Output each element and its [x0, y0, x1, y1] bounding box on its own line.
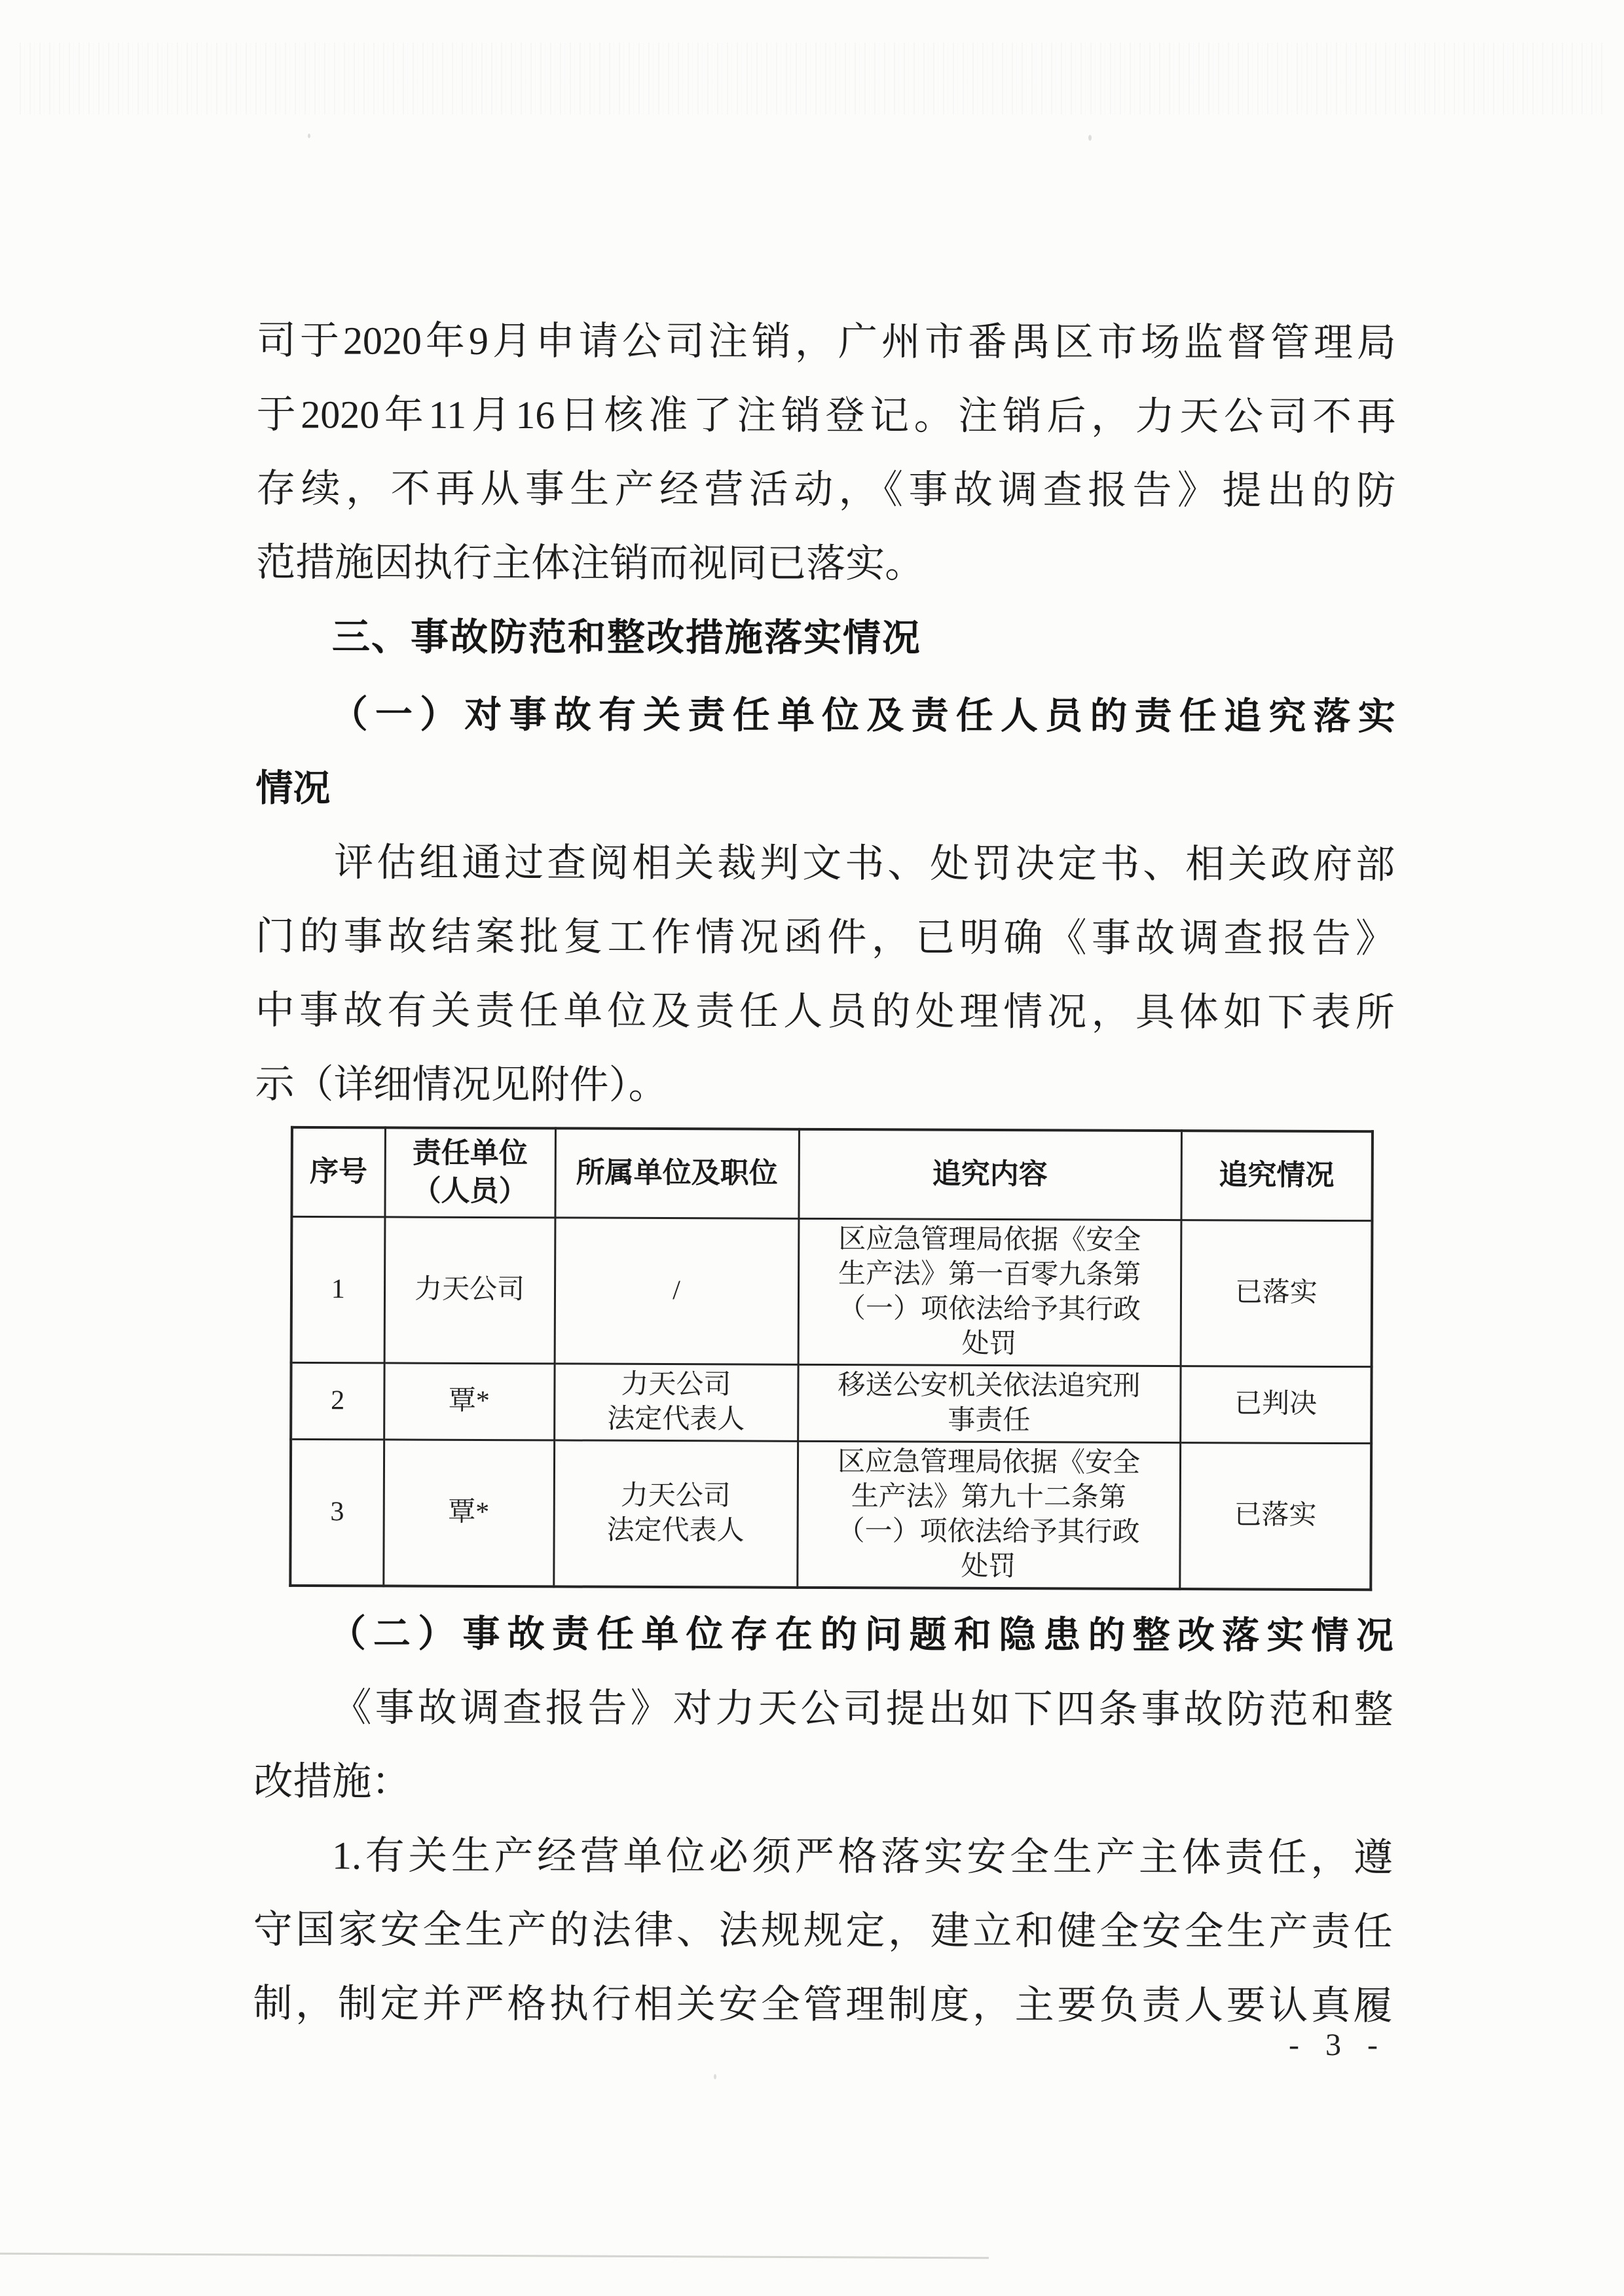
paragraph-evaluation-intro	[255, 826, 1395, 1124]
text-line: 范措施因执行主体注销而视同已落实。	[256, 541, 925, 586]
paragraph-measure-1	[253, 1819, 1393, 2043]
table-row	[291, 1216, 1373, 1366]
table-cell: 1	[291, 1216, 385, 1363]
paper-edge-shadow	[0, 2253, 989, 2259]
table-header-row	[291, 1127, 1373, 1220]
table-cell: 区应急管理局依据《安全 生产法》第一百零九条第 （一）项依法给予其行政 处罚	[798, 1218, 1181, 1366]
text-line: 1.有关生产经营单位必须严格落实安全生产主体责任，遵	[331, 1833, 1393, 1880]
table-cell: 移送公安机关依法追究刑 事责任	[798, 1364, 1180, 1442]
table-cell: 已判决	[1180, 1366, 1371, 1443]
subsection-heading-1	[255, 678, 1395, 828]
text-line: 情况	[255, 768, 331, 810]
table-cell: 覃*	[384, 1362, 554, 1440]
table-cell: 力天公司	[384, 1216, 555, 1363]
text-line: 改措施：	[253, 1759, 411, 1804]
scan-speck	[714, 2074, 716, 2079]
scan-noise-band	[20, 43, 1604, 115]
table-cell: 力天公司 法定代表人	[554, 1363, 798, 1440]
table-cell: 已落实	[1179, 1442, 1371, 1590]
text-line: 门的事故结案批复工作情况函件，已明确《事故调查报告》	[255, 915, 1395, 960]
scan-speck	[1088, 135, 1092, 141]
paragraph-measures-intro	[253, 1671, 1393, 1821]
document-body	[253, 304, 1396, 2043]
table-cell: 区应急管理局依据《安全 生产法》第九十二条第 （一）项依法给予其行政 处罚	[797, 1441, 1180, 1589]
text-line: 中事故有关责任单位及责任人员的处理情况，具体如下表所	[255, 989, 1395, 1034]
text-line: 评估组通过查阅相关裁判文书、处罚决定书、相关政府部	[334, 841, 1395, 886]
text-line: 司于2020年9月申请公司注销，广州市番禺区市场监督管理局	[256, 319, 1396, 365]
table-cell: 2	[291, 1362, 384, 1440]
table-header-cell: 所属单位及职位	[555, 1128, 799, 1218]
paragraph-continued-from-previous-page	[256, 304, 1396, 602]
page-number: - 3 -	[1289, 2028, 1387, 2062]
text-line: 守国家安全生产的法律、法规规定，建立和健全安全生产责任	[253, 1907, 1393, 1954]
table-header-cell: 责任单位 （人员）	[384, 1127, 555, 1217]
table-header-cell: 追究情况	[1181, 1131, 1373, 1220]
table-header-cell: 追究内容	[798, 1129, 1181, 1220]
table-row	[291, 1362, 1371, 1443]
accountability-table	[289, 1126, 1374, 1591]
table-cell: 3	[290, 1439, 384, 1586]
table-cell: 覃*	[383, 1439, 554, 1586]
text-line: （二）事故责任单位存在的问题和隐患的整改落实情况	[328, 1613, 1393, 1657]
table-header-cell: 序号	[291, 1127, 385, 1217]
text-line: （一）对事故有关责任单位及责任人员的责任追究落实	[330, 694, 1395, 738]
table-header	[291, 1127, 1373, 1220]
text-line: 于2020年11月16日核准了注销登记。注销后，力天公司不再	[256, 393, 1396, 439]
text-line: 《事故调查报告》对力天公司提出如下四条事故防范和整	[332, 1685, 1393, 1732]
section-heading-3: 三、事故防范和整改措施落实情况	[331, 615, 922, 660]
table-cell: 力天公司 法定代表人	[553, 1440, 798, 1587]
table-cell: /	[555, 1217, 799, 1364]
table-body	[290, 1216, 1372, 1590]
table-row	[290, 1439, 1371, 1590]
text-line: 示（详细情况见附件）。	[255, 1063, 668, 1107]
text-line: 存续，不再从事生产经营活动，《事故调查报告》提出的防	[256, 467, 1396, 513]
text-line: 制，制定并严格执行相关安全管理制度，主要负责人要认真履	[253, 1981, 1393, 2028]
table-cell: 已落实	[1181, 1220, 1373, 1366]
subsection-heading-2	[254, 1597, 1393, 1673]
scan-speck	[308, 134, 310, 138]
